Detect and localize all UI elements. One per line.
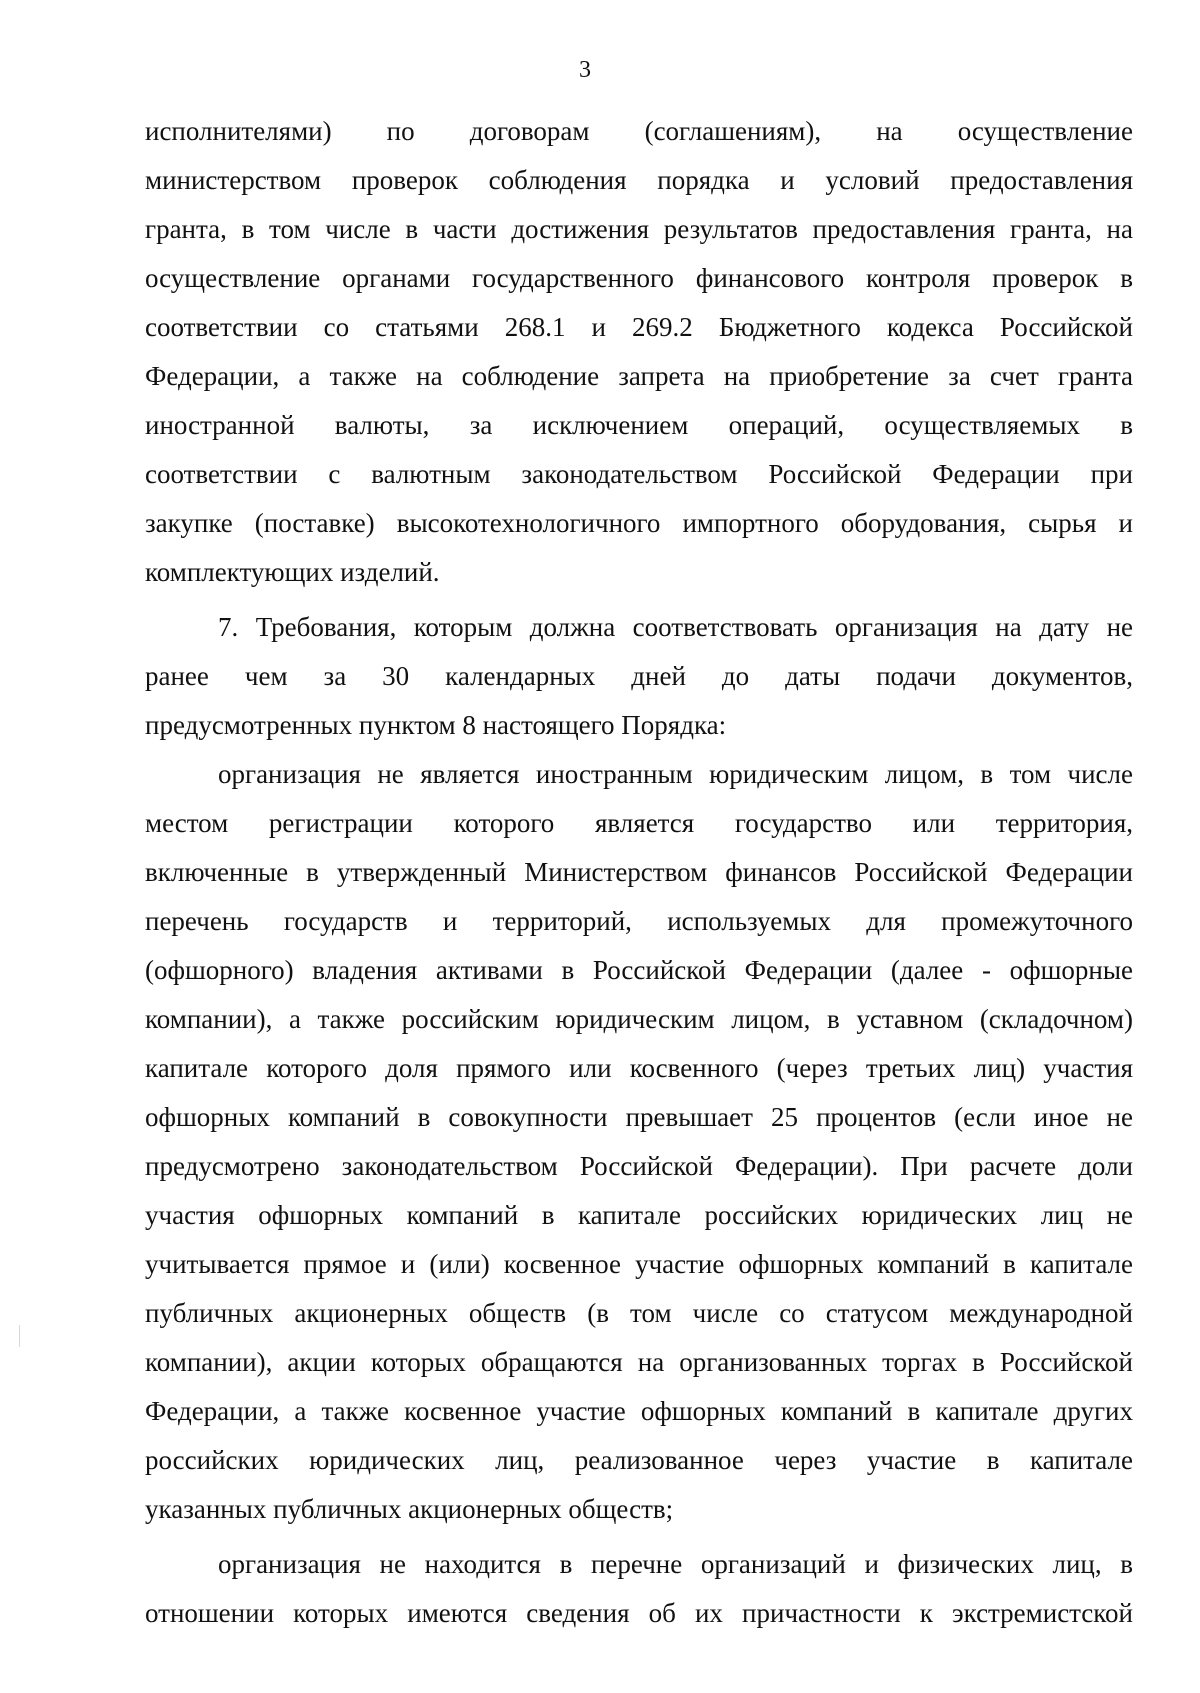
text-line: иностранной валюты, за исключением операций, осуществляемых в xyxy=(145,410,1133,440)
text-line: соответствии с валютным законодательством Российской Федерации при xyxy=(145,459,1133,489)
text-line: предусмотрено законодательством Российской Федерации). При расчете доли xyxy=(145,1151,1133,1181)
text-line: комплектующих изделий. xyxy=(145,557,440,587)
text-line: соответствии со статьями 268.1 и 269.2 Бюджетного кодекса Российской xyxy=(145,312,1133,342)
text-line: осуществление органами государственного финансового контроля проверок в xyxy=(145,263,1133,293)
text-line: отношении которых имеются сведения об их причастности к экстремистской xyxy=(145,1598,1133,1628)
text-line: исполнителями) по договорам (соглашениям), на осуществление xyxy=(145,116,1133,146)
text-line: компании), акции которых обращаются на организованных торгах в Российской xyxy=(145,1347,1133,1377)
paragraph-start-line: организация не находится в перечне организаций и физических лиц, в xyxy=(218,1549,1133,1579)
page-number: 3 xyxy=(579,57,591,83)
text-line: компании), а также российским юридическим лицом, в уставном (складочном) xyxy=(145,1004,1133,1034)
text-line: офшорных компаний в совокупности превышает 25 процентов (если иное не xyxy=(145,1102,1133,1132)
text-line: включенные в утвержденный Министерством финансов Российской Федерации xyxy=(145,857,1133,887)
scan-artifact xyxy=(19,1325,20,1347)
text-line: министерством проверок соблюдения порядка и условий предоставления xyxy=(145,165,1133,195)
text-line: закупке (поставке) высокотехнологичного импортного оборудования, сырья и xyxy=(145,508,1133,538)
text-line: участия офшорных компаний в капитале российских юридических лиц не xyxy=(145,1200,1133,1230)
text-line: местом регистрации которого является государство или территория, xyxy=(145,808,1133,838)
text-line: Федерации, а также на соблюдение запрета на приобретение за счет гранта xyxy=(145,361,1133,391)
text-line: предусмотренных пунктом 8 настоящего Порядка: xyxy=(145,710,727,740)
text-line: капитале которого доля прямого или косвенного (через третьих лиц) участия xyxy=(145,1053,1133,1083)
text-line: (офшорного) владения активами в Российской Федерации (далее - офшорные xyxy=(145,955,1133,985)
paragraph-start-line: 7. Требования, которым должна соответствовать организация на дату не xyxy=(218,612,1133,642)
text-line: перечень государств и территорий, используемых для промежуточного xyxy=(145,906,1133,936)
text-line: Федерации, а также косвенное участие офшорных компаний в капитале других xyxy=(145,1396,1133,1426)
text-line: российских юридических лиц, реализованное через участие в капитале xyxy=(145,1445,1133,1475)
paragraph-start-line: организация не является иностранным юридическим лицом, в том числе xyxy=(218,759,1133,789)
text-line: публичных акционерных обществ (в том числе со статусом международной xyxy=(145,1298,1133,1328)
text-line: учитывается прямое и (или) косвенное участие офшорных компаний в капитале xyxy=(145,1249,1133,1279)
text-line: указанных публичных акционерных обществ; xyxy=(145,1494,674,1524)
document-body xyxy=(145,107,1133,1638)
text-line: гранта, в том числе в части достижения результатов предоставления гранта, на xyxy=(145,214,1133,244)
text-line: ранее чем за 30 календарных дней до даты подачи документов, xyxy=(145,661,1133,691)
